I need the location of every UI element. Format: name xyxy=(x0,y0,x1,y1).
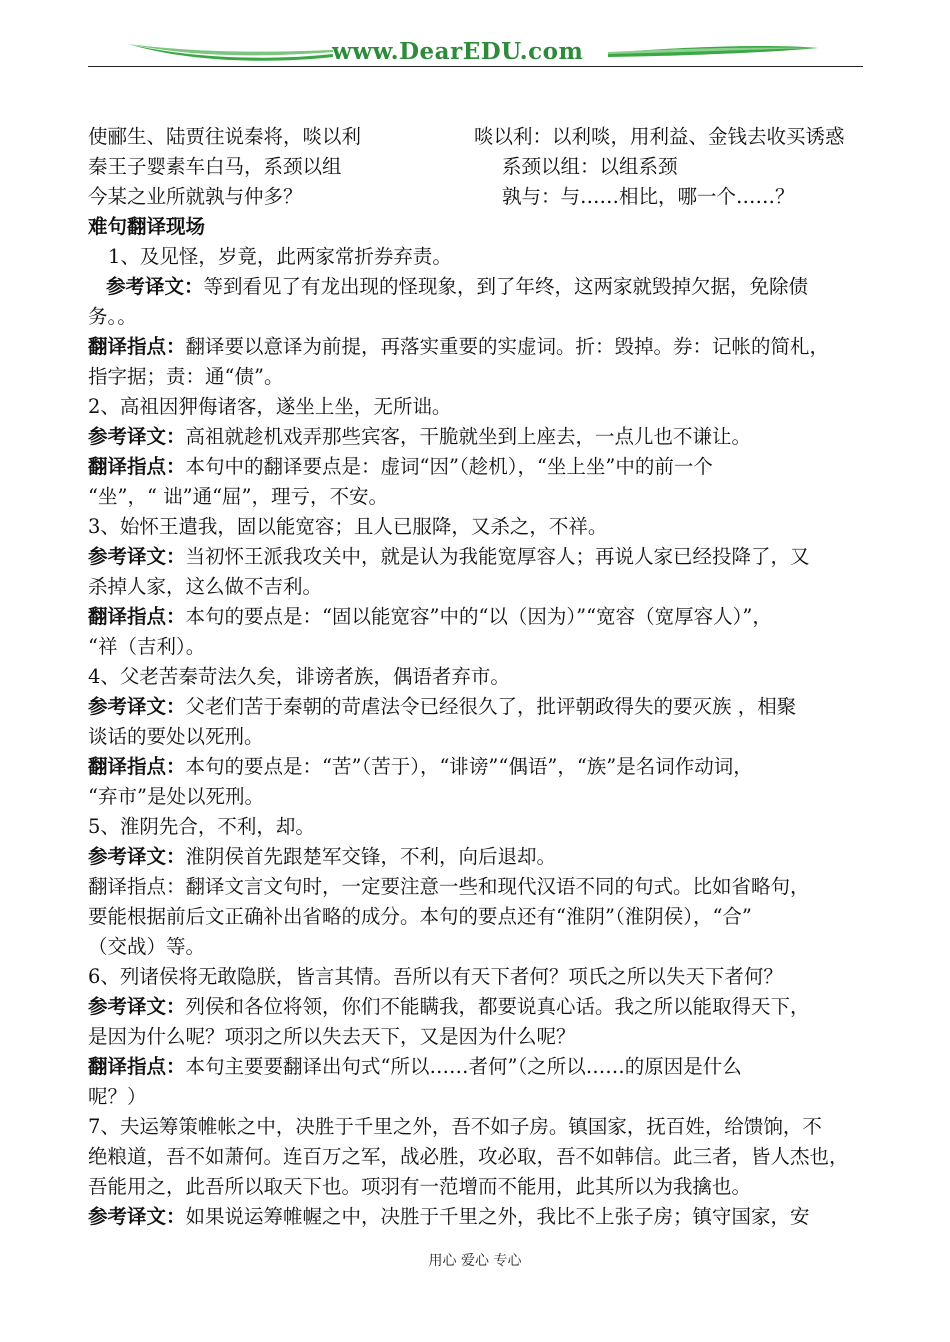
tip-text: 指字据；责：通“债”。 xyxy=(88,365,284,388)
page-footer: 用心 爱心 专心 xyxy=(428,1253,522,1269)
tip-label: 翻译指点： xyxy=(88,605,186,628)
header-rule xyxy=(88,66,863,67)
translation-tip xyxy=(88,602,868,632)
reference-label: 参考译文： xyxy=(88,845,186,868)
question-line: 6、列诸侯将无敢隐朕，皆言其情。吾所以有天下者何？项氏之所以失天下者何？ xyxy=(88,965,783,988)
tip-text: “弃市”是处以死刑。 xyxy=(88,785,264,808)
tip-label: 翻译指点： xyxy=(88,455,186,478)
reference-text: 杀掉人家，这么做不吉利。 xyxy=(88,575,323,598)
question-line: 1、及见怪，岁竟，此两家常折券弃责。 xyxy=(108,245,452,268)
translation-tip xyxy=(88,752,868,782)
document-body xyxy=(88,122,868,1232)
tip-text: 本句主要要翻译出句式“所以……者何”（之所以……的原因是什么 xyxy=(185,1055,742,1078)
question-line: 绝粮道，吾不如萧何。连百万之军，战必胜，攻必取，吾不如韩信。此三者，皆人杰也， xyxy=(88,1145,849,1168)
question-line: 2、高祖因狎侮诸客，遂坐上坐，无所诎。 xyxy=(88,395,452,418)
vocab-gloss: 系颈以组：以组系颈 xyxy=(502,155,678,178)
reference-translation xyxy=(88,422,868,452)
reference-text: 列侯和各位将领，你们不能瞒我，都要说真心话。我之所以能取得天下， xyxy=(185,995,810,1018)
question-line: 7、夫运筹策帷帐之中，决胜于千里之外，吾不如子房。镇国家，抚百姓，给馈饷，不 xyxy=(88,1115,822,1138)
vocab-row xyxy=(88,122,868,152)
reference-label: 参考译文： xyxy=(88,425,186,448)
reference-text: 如果说运筹帷幄之中，决胜于千里之外，我比不上张子房；镇守国家，安 xyxy=(185,1205,810,1228)
question-line: 5、淮阴先合，不利，却。 xyxy=(88,815,315,838)
reference-text: 务。。 xyxy=(88,305,137,328)
reference-label: 参考译文： xyxy=(88,1205,186,1228)
reference-translation xyxy=(88,842,868,872)
reference-text: 是因为什么呢？项羽之所以失去天下，又是因为什么呢？ xyxy=(88,1025,576,1048)
tip-text: 本句的要点是：“苦”（苦于），“诽谤”“偶语”，“族”是名词作动词， xyxy=(185,755,753,778)
translation-tip xyxy=(88,452,868,482)
section-heading: 难句翻译现场 xyxy=(88,215,206,238)
reference-text: 父老们苦于秦朝的苛虐法令已经很久了，批评朝政得失的要灭族 ，相聚 xyxy=(185,695,797,718)
vocab-row xyxy=(88,152,868,182)
reference-translation xyxy=(88,692,868,722)
reference-text: 高祖就趁机戏弄那些宾客，干脆就坐到上座去，一点儿也不谦让。 xyxy=(185,425,752,448)
translation-tip xyxy=(88,1052,868,1082)
reference-label: 参考译文： xyxy=(88,545,186,568)
reference-text: 当初怀王派我攻关中，就是认为我能宽厚容人；再说人家已经投降了，又 xyxy=(185,545,810,568)
site-logo-text[interactable]: www.DearEDU.com xyxy=(332,38,584,65)
vocab-phrase: 秦王子婴素车白马，系颈以组 xyxy=(88,155,342,178)
reference-label: 参考译文： xyxy=(88,995,186,1018)
vocab-phrase: 今某之业所就孰与仲多？ xyxy=(88,185,303,208)
tip-text: 本句中的翻译要点是：虚词“因”（趁机），“坐上坐”中的前一个 xyxy=(185,455,713,478)
tip-text: （交战）等。 xyxy=(88,935,206,958)
tip-label: 翻译指点： xyxy=(88,1055,186,1078)
tip-text: 呢？） xyxy=(88,1085,147,1108)
vocab-phrase: 使郦生、陆贾往说秦将，啖以利 xyxy=(88,125,362,148)
tip-text: “祥（吉利）。 xyxy=(88,635,206,658)
vocab-gloss: 啖以利：以利啖，用利益、金钱去收买诱惑 xyxy=(474,125,845,148)
question-line: 3、始怀王遣我，固以能宽容；且人已服降，又杀之，不祥。 xyxy=(88,515,608,538)
tip-text: 要能根据前后文正确补出省略的成分。本句的要点还有“淮阴”（淮阴侯），“合” xyxy=(88,905,752,928)
reference-text: 等到看见了有龙出现的怪现象，到了年终，这两家就毁掉欠据，免除债 xyxy=(203,275,809,298)
reference-text: 淮阴侯首先跟楚军交锋，不利，向后退却。 xyxy=(185,845,557,868)
tip-text: 翻译要以意译为前提，再落实重要的实虚词。折：毁掉。券：记帐的简札， xyxy=(185,335,830,358)
reference-label: 参考译文： xyxy=(106,275,204,298)
question-line: 吾能用之，此吾所以取天下也。项羽有一范增而不能用，此其所以为我擒也。 xyxy=(88,1175,752,1198)
translation-tip xyxy=(88,332,868,362)
reference-text: 谈话的要处以死刑。 xyxy=(88,725,264,748)
reference-label: 参考译文： xyxy=(88,695,186,718)
tip-label: 翻译指点： xyxy=(88,335,186,358)
tip-text: “坐”，“ 诎”通“屈”，理亏，不安。 xyxy=(88,485,389,508)
question-line: 4、父老苦秦苛法久矣，诽谤者族，偶语者弃市。 xyxy=(88,665,510,688)
tip-text: 本句的要点是：“固以能宽容”中的“以（因为）”“宽容（宽厚容人）”， xyxy=(185,605,772,628)
reference-translation xyxy=(88,542,868,572)
reference-translation xyxy=(88,1202,868,1232)
reference-translation xyxy=(88,272,868,302)
vocab-gloss: 孰与：与……相比，哪一个……？ xyxy=(502,185,795,208)
tip-label: 翻译指点： xyxy=(88,755,186,778)
tip-text: 翻译指点：翻译文言文句时，一定要注意一些和现代汉语不同的句式。比如省略句， xyxy=(88,875,810,898)
reference-translation xyxy=(88,992,868,1022)
vocab-row xyxy=(88,182,868,212)
